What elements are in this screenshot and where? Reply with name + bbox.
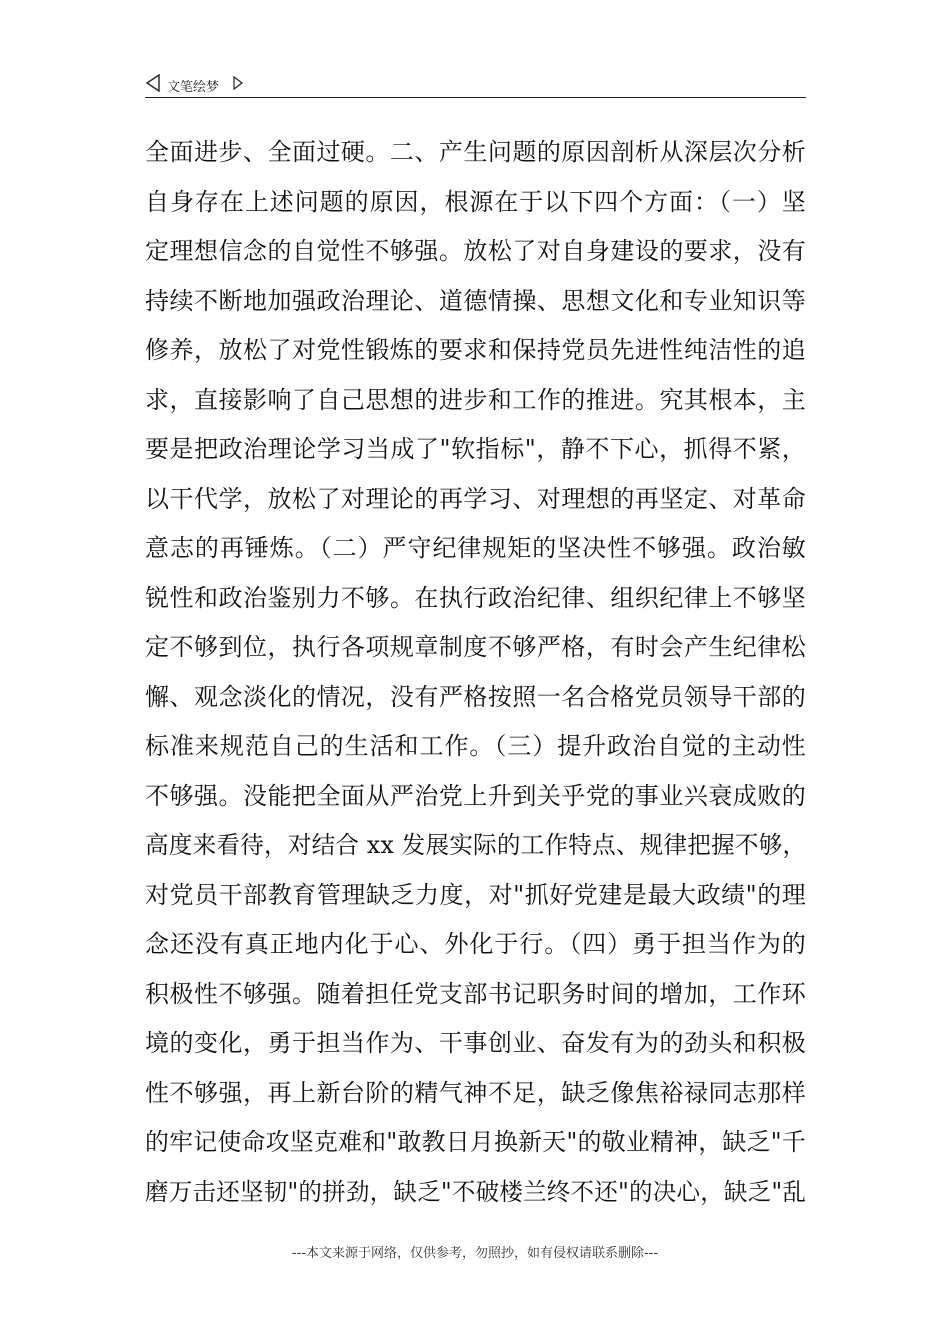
page-header [145, 70, 806, 98]
text-line: 以干代学，放松了对理论的再学习、对理想的再坚定、对革命 [145, 484, 806, 513]
right-triangle-icon [232, 76, 244, 90]
text-line: 境的变化，勇于担当作为、干事创业、奋发有为的劲头和积极 [145, 1029, 806, 1057]
text-line: 高度来看待，对结合 xx 发展实际的工作特点、规律把握不够， [145, 831, 807, 859]
text-line: 懈、观念淡化的情况，没有严格按照一名合格党员领导干部的 [145, 682, 806, 711]
header-divider [145, 97, 806, 98]
text-line: 全面进步、全面过硬。二、产生问题的原因剖析从深层次分析 [145, 138, 806, 166]
text-line: 修养，放松了对党性锻炼的要求和保持党员先进性纯洁性的追 [145, 336, 806, 364]
text-line: 的牢记使命攻坚克难和"敢教日月换新天"的敬业精神，缺乏"千 [145, 1128, 807, 1156]
text-line: 锐性和政治鉴别力不够。在执行政治纪律、组织纪律上不够坚 [145, 583, 806, 612]
text-line: 持续不断地加强政治理论、道德情操、思想文化和专业知识等 [145, 286, 806, 315]
text-line: 积极性不够强。随着担任党支部书记职务时间的增加，工作环 [145, 979, 806, 1008]
text-line: 标准来规范自己的生活和工作。（三）提升政治自觉的主动性 [145, 732, 806, 760]
text-line: 定理想信念的自觉性不够强。放松了对自身建设的要求，没有 [145, 237, 806, 265]
left-triangle-icon [145, 74, 161, 92]
text-line: 自身存在上述问题的原因，根源在于以下四个方面：（一）坚 [145, 187, 806, 216]
text-line: 求，直接影响了自己思想的进步和工作的推进。究其根本，主 [145, 385, 806, 414]
text-line: 性不够强，再上新台阶的精气神不足，缺乏像焦裕禄同志那样 [145, 1078, 806, 1107]
footer-disclaimer: ---本文来源于网络，仅供参考，勿照抄，如有侵权请联系删除--- [291, 1246, 659, 1261]
text-line: 磨万击还坚韧"的拼劲，缺乏"不破楼兰终不还"的决心，缺乏"乱 [145, 1177, 807, 1206]
text-line: 定不够到位，执行各项规章制度不够严格，有时会产生纪律松 [145, 633, 806, 661]
text-line: 意志的再锤炼。（二）严守纪律规矩的坚决性不够强。政治敏 [145, 534, 806, 562]
text-line: 要是把政治理论学习当成了"软指标"，静不下心，抓得不紧， [145, 435, 806, 463]
text-line: 对党员干部教育管理缺乏力度，对"抓好党建是最大政绩"的理 [145, 880, 806, 909]
body-text [145, 128, 806, 1217]
text-line: 不够强。没能把全面从严治党上升到关乎党的事业兴衰成败的 [145, 781, 806, 810]
text-line: 念还没有真正地内化于心、外化于行。（四）勇于担当作为的 [145, 930, 806, 958]
header-title: 文笔绘梦 [167, 80, 220, 95]
